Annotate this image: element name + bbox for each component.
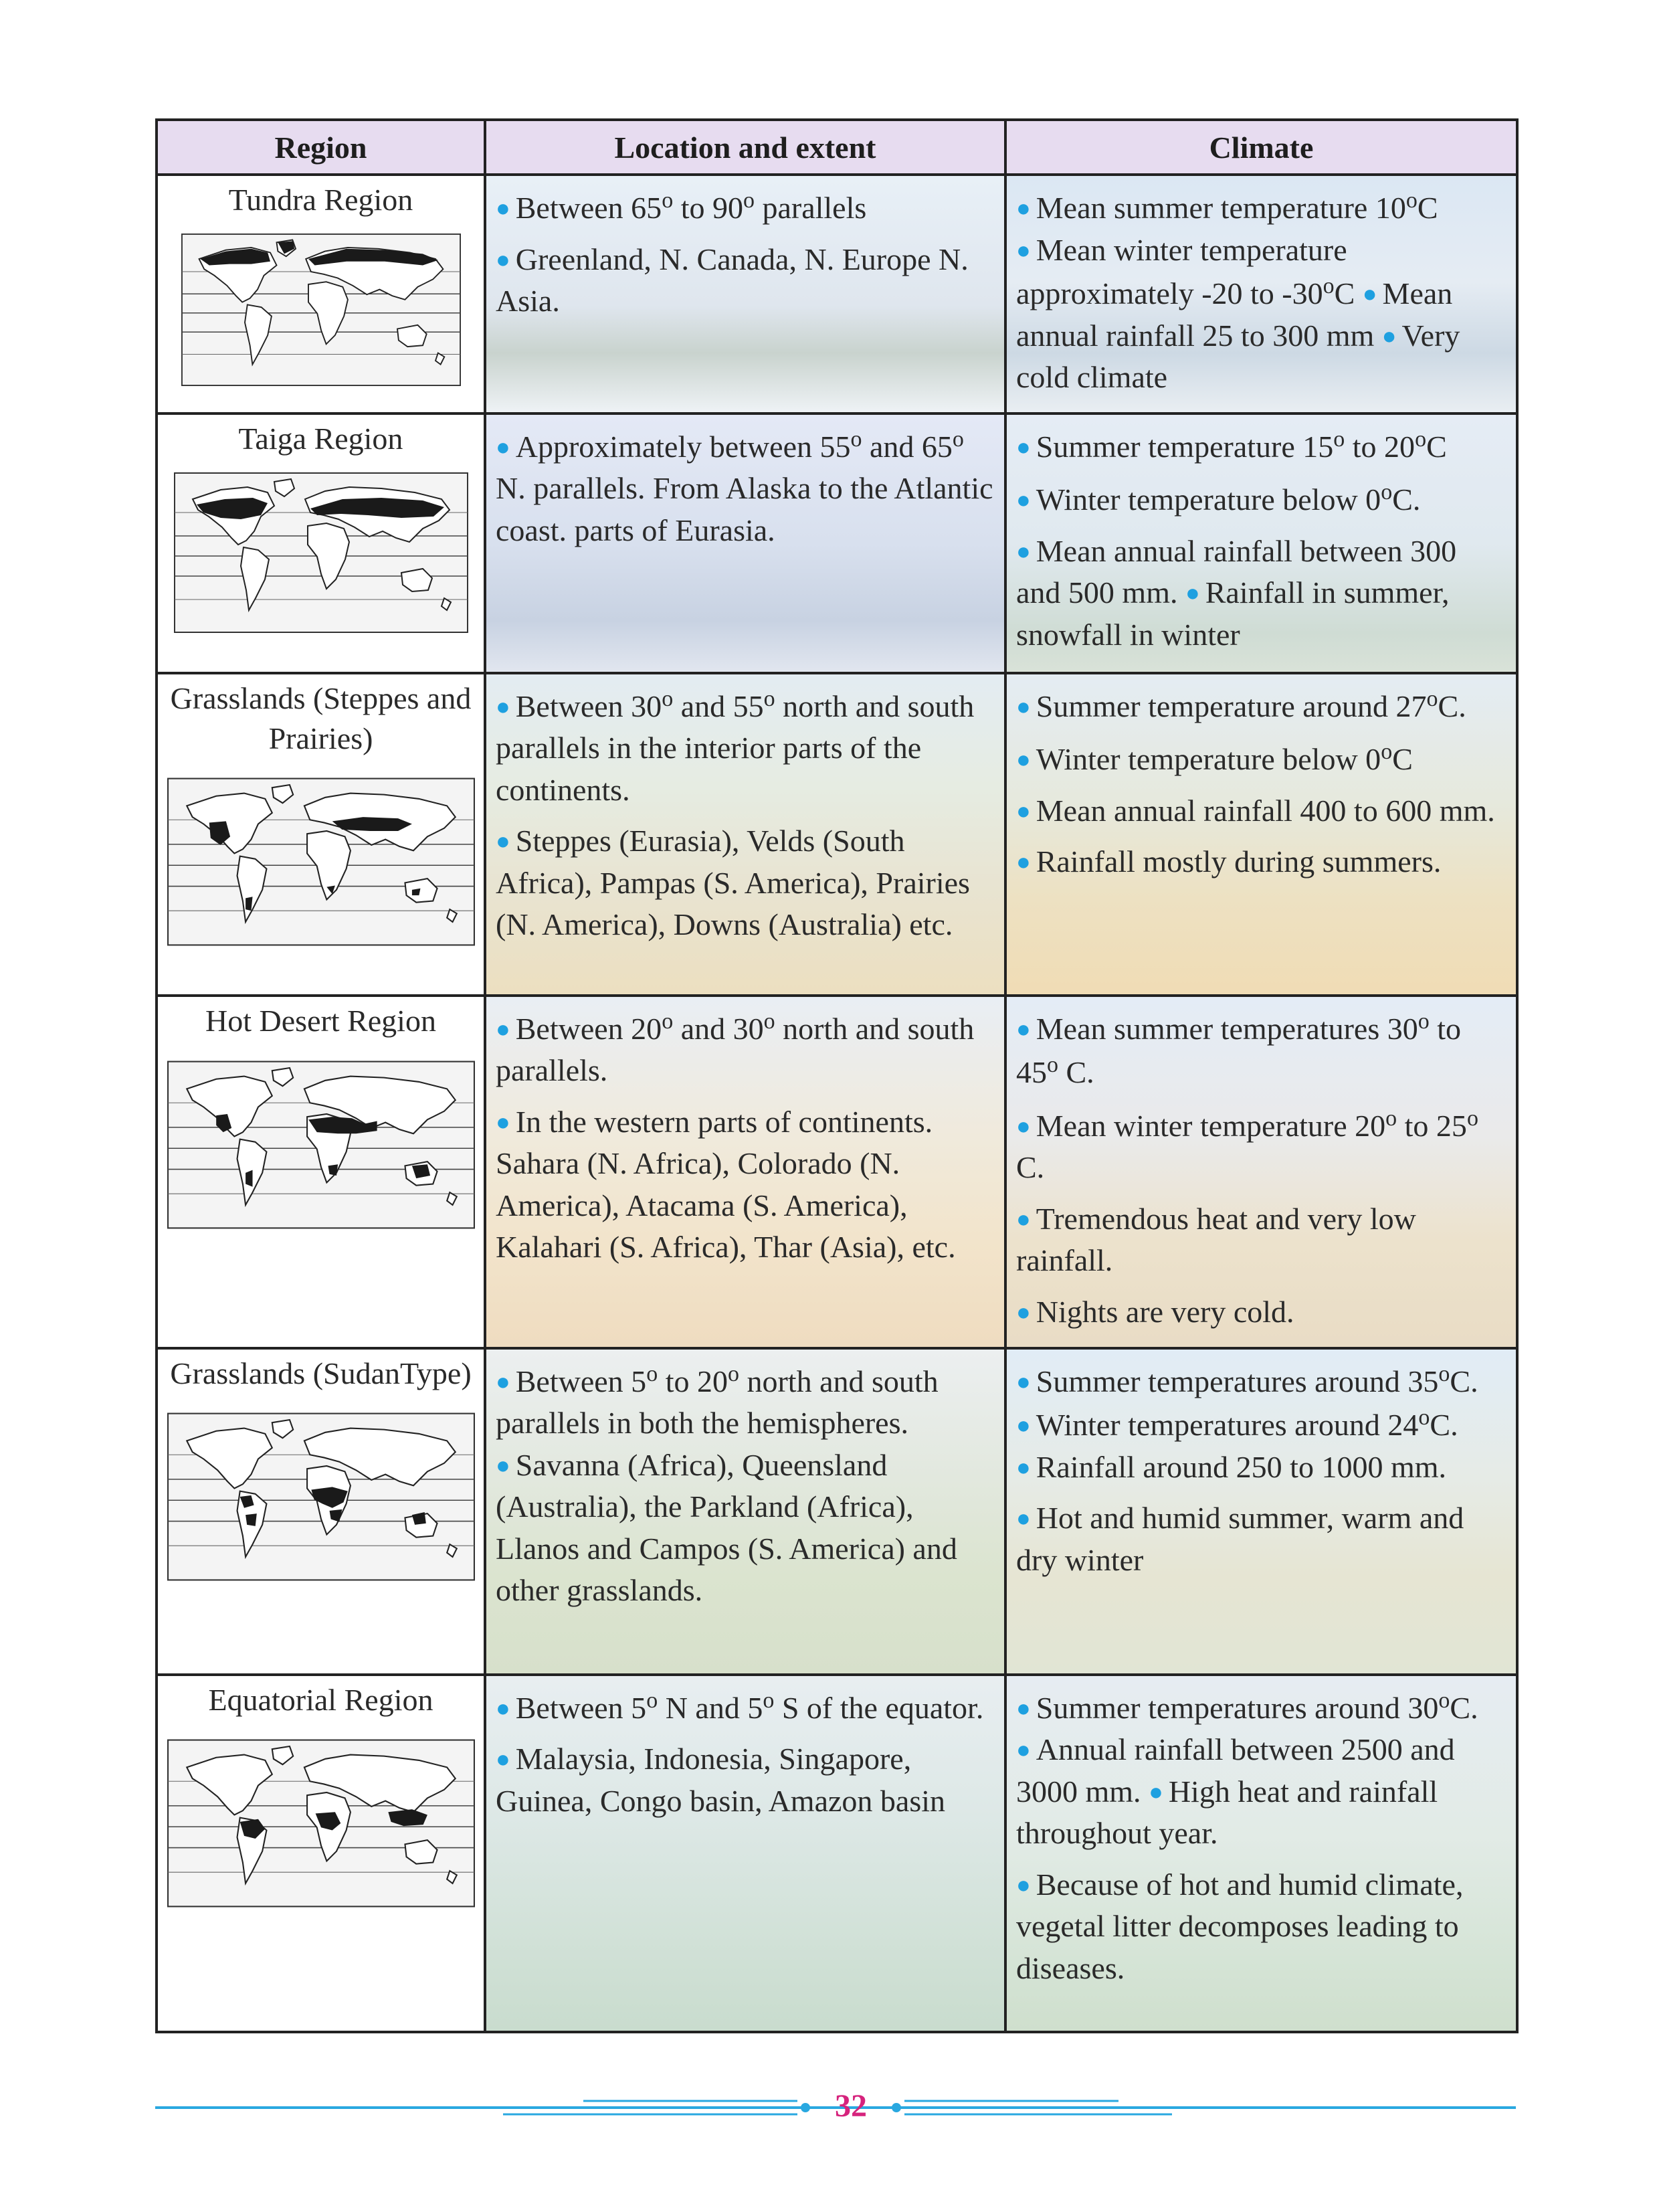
bullet-icon: ● <box>1016 848 1031 876</box>
bullet-icon: ● <box>1016 236 1031 264</box>
bullet-point: ● Summer temperature 15$^o$ to 20$^o$C <box>1016 426 1447 464</box>
location-cell <box>485 413 1005 673</box>
bullet-icon: ● <box>496 1015 510 1042</box>
bullet-icon: ● <box>1016 1736 1031 1764</box>
bullet-icon: ● <box>1016 746 1031 773</box>
bullet-point: ● Greenland, N. Canada, N. Europe N. Asia. <box>496 242 969 318</box>
region-name: Tundra Region <box>228 183 413 217</box>
region-name: Taiga Region <box>238 421 403 456</box>
location-cell <box>485 996 1005 1348</box>
bullet-point: ● Tremendous heat and very low rainfall. <box>1016 1201 1416 1278</box>
bullet-icon: ● <box>1016 1015 1031 1042</box>
climate-cell <box>1005 673 1517 996</box>
page-number: 32 <box>835 2088 867 2124</box>
bullet-point: ● Between 5$^o$ N and 5$^o$ S of the equator. <box>496 1687 984 1725</box>
bullet-icon: ● <box>1016 486 1031 514</box>
bullet-point: ● Nights are very cold. <box>1016 1295 1294 1329</box>
bullet-point: ● In the western parts of continents. Sahara (N. Africa), Colorado (N. America), Atacama (S. America), Kalahari (S. Africa), Thar (Asia), etc. <box>496 1104 956 1265</box>
bullet-point: ● Summer temperatures around 30$^o$C. ● Annual rainfall between 2500 and 3000 mm. ● High heat and rainfall throughout year. <box>1016 1687 1478 1851</box>
bullet-icon: ● <box>1016 693 1031 720</box>
table-header-row <box>157 120 1517 175</box>
climate-cell <box>1005 175 1517 413</box>
table-row-tundra <box>157 175 1517 413</box>
bullet-point: ● Hot and humid summer, warm and dry winter <box>1016 1501 1464 1577</box>
bullet-icon: ● <box>1016 537 1031 565</box>
bullet-point: ● Rainfall mostly during summers. <box>1016 844 1442 879</box>
bullet-icon: ● <box>496 828 510 855</box>
bullet-point: ● Between 30$^o$ and 55$^o$ north and south parallels in the interior parts of the continents. <box>496 686 975 807</box>
bullet-icon: ● <box>496 1746 510 1773</box>
region-name: Hot Desert Region <box>205 1003 436 1038</box>
region-name: Equatorial Region <box>208 1682 433 1717</box>
bullet-point: ● Malaysia, Indonesia, Singapore, Guinea, Congo basin, Amazon basin <box>496 1742 946 1818</box>
equatorial-map-image <box>167 1733 475 1914</box>
climate-cell <box>1005 413 1517 673</box>
bullet-icon: ● <box>1016 433 1031 460</box>
bullet-icon: ● <box>496 433 510 460</box>
header-climate: Climate <box>1005 120 1517 175</box>
bullet-icon: ● <box>1185 579 1200 607</box>
bullet-point: ● Mean winter temperature 20$^o$ to 25$^o$ C. <box>1016 1105 1478 1185</box>
bullet-icon: ● <box>1016 1205 1031 1232</box>
page-footer <box>155 2088 1516 2128</box>
bullet-point: ● Approximately between 55$^o$ and 65$^o$ N. parallels. From Alaska to the Atlantic coast. parts of Eurasia. <box>496 426 993 547</box>
bullet-point: ● Winter temperature below 0$^o$C <box>1016 739 1413 777</box>
grasslands-map-image <box>167 771 475 952</box>
bullet-icon: ● <box>496 1451 510 1479</box>
region-cell <box>157 673 485 996</box>
table-row-hot-desert <box>157 996 1517 1348</box>
table-row-grasslands-sudan <box>157 1348 1517 1675</box>
bullet-icon: ● <box>496 1694 510 1722</box>
table-row-taiga <box>157 413 1517 673</box>
sudan-grasslands-map-image <box>167 1406 475 1587</box>
bullet-point: ● Steppes (Eurasia), Velds (South Africa), Pampas (S. America), Prairies (N. America), Downs (Australia) etc. <box>496 824 970 942</box>
bullet-point: ● Between 65$^o$ to 90$^o$ parallels <box>496 188 867 225</box>
taiga-map-image <box>174 472 468 633</box>
bullet-icon: ● <box>1016 1412 1031 1439</box>
location-cell <box>485 1348 1005 1675</box>
region-name: Grasslands (Steppes and Prairies) <box>170 680 472 755</box>
region-name: Grasslands (SudanType) <box>170 1356 472 1390</box>
bullet-icon: ● <box>1016 797 1031 824</box>
region-cell <box>157 1348 485 1675</box>
bullet-point: ● Summer temperature around 27$^o$C. <box>1016 686 1466 723</box>
header-region: Region <box>157 120 485 175</box>
region-cell <box>157 996 485 1348</box>
bullet-icon: ● <box>496 246 510 273</box>
bullet-point: ● Between 20$^o$ and 30$^o$ north and south parallels. <box>496 1008 975 1088</box>
climate-cell <box>1005 996 1517 1348</box>
location-cell <box>485 175 1005 413</box>
header-location: Location and extent <box>485 120 1005 175</box>
bullet-icon: ● <box>1016 1368 1031 1395</box>
tundra-map-image <box>181 234 462 386</box>
bullet-icon: ● <box>1016 1112 1031 1139</box>
regions-table <box>155 118 1519 2033</box>
climate-cell <box>1005 1348 1517 1675</box>
table-row-equatorial <box>157 1675 1517 2032</box>
bullet-icon: ● <box>496 1108 510 1135</box>
bullet-icon: ● <box>1149 1778 1163 1805</box>
bullet-icon: ● <box>496 1368 510 1395</box>
bullet-icon: ● <box>1016 1694 1031 1722</box>
bullet-icon: ● <box>1016 1871 1031 1898</box>
bullet-icon: ● <box>1016 1453 1031 1481</box>
bullet-point: ● Mean annual rainfall 400 to 600 mm. <box>1016 793 1495 828</box>
bullet-icon: ● <box>1016 195 1031 221</box>
location-cell <box>485 1675 1005 2032</box>
hot-desert-map-image <box>167 1054 475 1235</box>
table-row-grasslands-steppes <box>157 673 1517 996</box>
bullet-point: ● Mean summer temperature 10$^o$C ● Mean winter temperature approximately -20 to -30$^o$C ● Mean annual rainfall 25 to 300 mm ● Very cold climate <box>1016 188 1460 395</box>
bullet-point: ● Because of hot and humid climate, vegetal litter decomposes leading to diseases. <box>1016 1867 1464 1985</box>
bullet-icon: ● <box>1362 280 1377 308</box>
location-cell <box>485 673 1005 996</box>
bullet-icon: ● <box>1016 1299 1031 1326</box>
region-cell <box>157 1675 485 2032</box>
bullet-point: ● Between 5$^o$ to 20$^o$ north and south parallels in both the hemispheres. ● Savanna (Africa), Queensland (Australia), the Parkland (Africa), Llanos and Campos (S. America) and other grasslands. <box>496 1361 957 1608</box>
bullet-point: ● Mean annual rainfall between 300 and 500 mm. ● Rainfall in summer, snowfall in winter <box>1016 533 1457 652</box>
bullet-icon: ● <box>1381 322 1397 349</box>
region-cell <box>157 413 485 673</box>
region-cell <box>157 175 485 413</box>
climate-cell <box>1005 1675 1517 2032</box>
bullet-point: ● Winter temperature below 0$^o$C. <box>1016 480 1421 517</box>
bullet-icon: ● <box>496 195 510 221</box>
bullet-icon: ● <box>496 693 510 720</box>
bullet-icon: ● <box>1016 1505 1031 1532</box>
bullet-point: ● Mean summer temperatures 30$^o$ to 45$^o$ C. <box>1016 1008 1462 1090</box>
bullet-point: ● Summer temperatures around 35$^o$C. ● Winter temperatures around 24$^o$C. ● Rainfall around 250 to 1000 mm. <box>1016 1361 1478 1484</box>
